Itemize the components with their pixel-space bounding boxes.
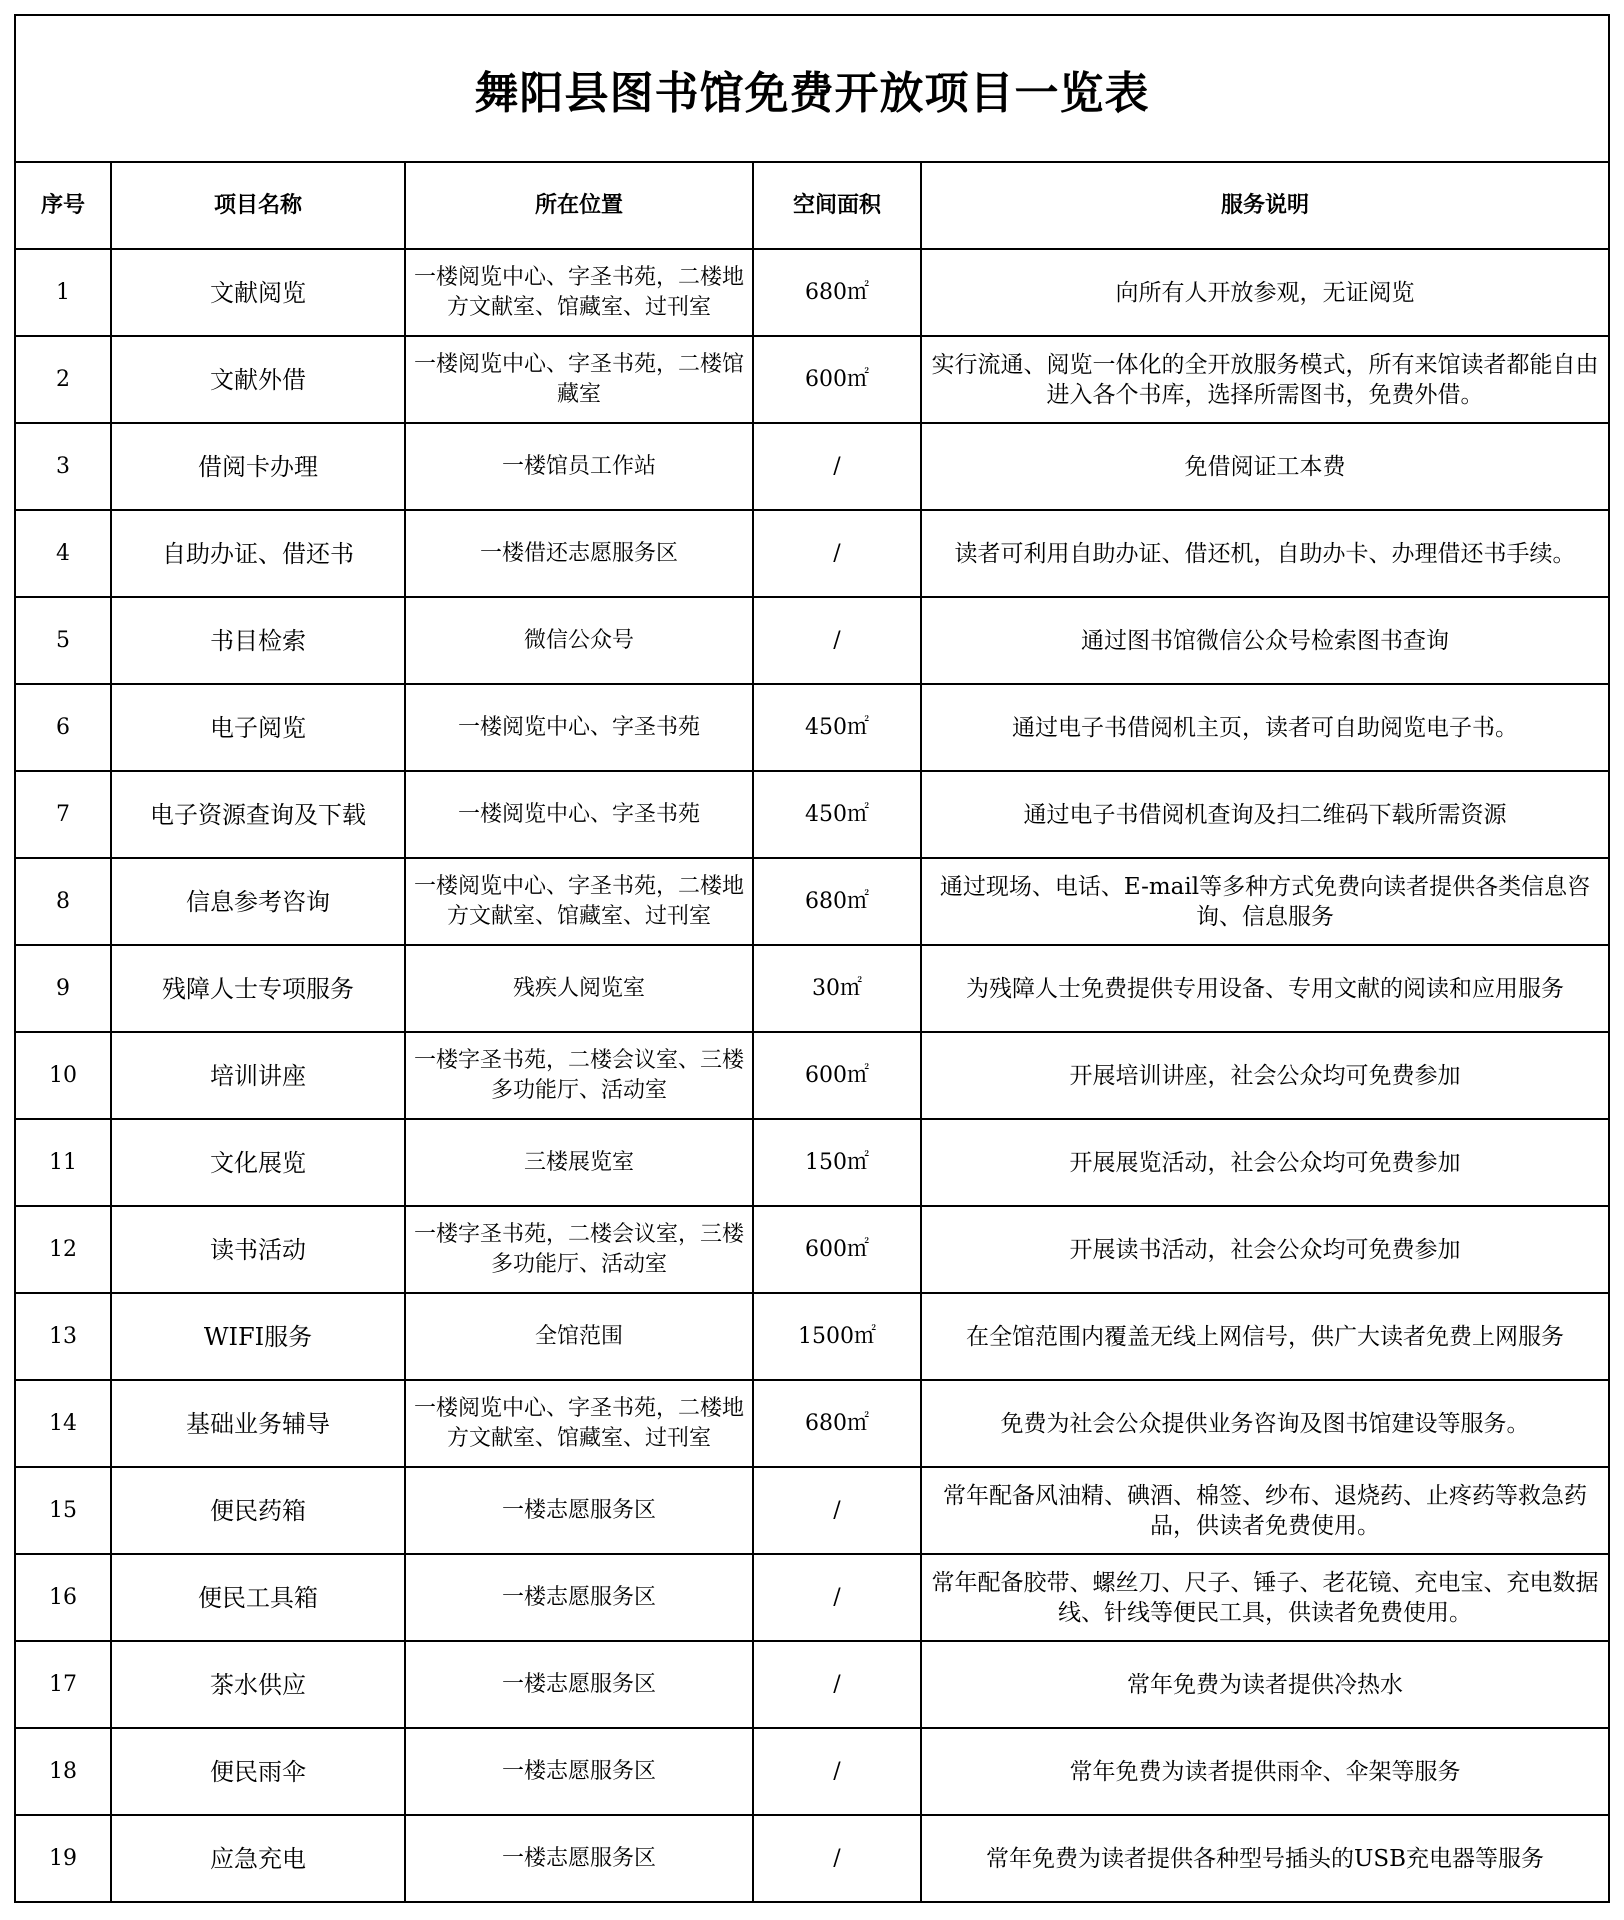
cell-area: 600㎡ <box>753 1206 921 1293</box>
table-row <box>15 1032 1609 1119</box>
cell-no: 6 <box>15 684 111 771</box>
cell-area: 680㎡ <box>753 858 921 945</box>
header-area: 空间面积 <box>753 162 921 249</box>
cell-area: 1500㎡ <box>753 1293 921 1380</box>
table-row <box>15 1815 1609 1902</box>
project-table <box>14 161 1610 1903</box>
cell-area: 30㎡ <box>753 945 921 1032</box>
cell-name: 电子资源查询及下载 <box>111 771 405 858</box>
header-no: 序号 <box>15 162 111 249</box>
table-row <box>15 249 1609 336</box>
cell-location: 一楼字圣书苑，二楼会议室，三楼多功能厅、活动室 <box>405 1206 753 1293</box>
table-row <box>15 1554 1609 1641</box>
cell-description: 常年免费为读者提供各种型号插头的USB充电器等服务 <box>921 1815 1609 1902</box>
cell-location: 一楼志愿服务区 <box>405 1728 753 1815</box>
document-sheet <box>14 14 1610 1903</box>
cell-area: 680㎡ <box>753 1380 921 1467</box>
cell-name: 茶水供应 <box>111 1641 405 1728</box>
cell-name: 便民雨伞 <box>111 1728 405 1815</box>
cell-no: 8 <box>15 858 111 945</box>
cell-area: / <box>753 1554 921 1641</box>
cell-no: 2 <box>15 336 111 423</box>
cell-location: 微信公众号 <box>405 597 753 684</box>
cell-description: 通过现场、电话、E-mail等多种方式免费向读者提供各类信息咨询、信息服务 <box>921 858 1609 945</box>
cell-location: 一楼志愿服务区 <box>405 1554 753 1641</box>
cell-description: 常年配备风油精、碘酒、棉签、纱布、退烧药、止疼药等救急药品，供读者免费使用。 <box>921 1467 1609 1554</box>
table-row <box>15 1467 1609 1554</box>
cell-name: 培训讲座 <box>111 1032 405 1119</box>
table-row <box>15 1293 1609 1380</box>
cell-no: 11 <box>15 1119 111 1206</box>
cell-description: 免费为社会公众提供业务咨询及图书馆建设等服务。 <box>921 1380 1609 1467</box>
cell-name: 书目检索 <box>111 597 405 684</box>
cell-area: 600㎡ <box>753 336 921 423</box>
cell-area: / <box>753 423 921 510</box>
table-row <box>15 1728 1609 1815</box>
cell-location: 一楼阅览中心、字圣书苑 <box>405 771 753 858</box>
table-row <box>15 510 1609 597</box>
cell-area: 680㎡ <box>753 249 921 336</box>
cell-name: 借阅卡办理 <box>111 423 405 510</box>
cell-no: 12 <box>15 1206 111 1293</box>
cell-no: 7 <box>15 771 111 858</box>
cell-name: 文化展览 <box>111 1119 405 1206</box>
cell-no: 3 <box>15 423 111 510</box>
cell-area: 600㎡ <box>753 1032 921 1119</box>
header-location: 所在位置 <box>405 162 753 249</box>
cell-location: 一楼志愿服务区 <box>405 1641 753 1728</box>
cell-location: 一楼志愿服务区 <box>405 1815 753 1902</box>
cell-name: 基础业务辅导 <box>111 1380 405 1467</box>
cell-description: 开展展览活动，社会公众均可免费参加 <box>921 1119 1609 1206</box>
cell-description: 通过电子书借阅机主页，读者可自助阅览电子书。 <box>921 684 1609 771</box>
page-title: 舞阳县图书馆免费开放项目一览表 <box>474 67 1150 119</box>
cell-location: 一楼借还志愿服务区 <box>405 510 753 597</box>
table-row <box>15 1206 1609 1293</box>
cell-no: 14 <box>15 1380 111 1467</box>
cell-description: 免借阅证工本费 <box>921 423 1609 510</box>
table-row <box>15 1119 1609 1206</box>
cell-location: 一楼阅览中心、字圣书苑 <box>405 684 753 771</box>
cell-name: 应急充电 <box>111 1815 405 1902</box>
cell-name: 便民药箱 <box>111 1467 405 1554</box>
cell-area: 150㎡ <box>753 1119 921 1206</box>
header-name: 项目名称 <box>111 162 405 249</box>
cell-description: 实行流通、阅览一体化的全开放服务模式，所有来馆读者都能自由进入各个书库，选择所需图书，免费外借。 <box>921 336 1609 423</box>
cell-name: WIFI服务 <box>111 1293 405 1380</box>
cell-no: 13 <box>15 1293 111 1380</box>
cell-location: 三楼展览室 <box>405 1119 753 1206</box>
cell-area: / <box>753 1728 921 1815</box>
cell-location: 一楼字圣书苑，二楼会议室、三楼多功能厅、活动室 <box>405 1032 753 1119</box>
cell-description: 常年免费为读者提供雨伞、伞架等服务 <box>921 1728 1609 1815</box>
cell-name: 自助办证、借还书 <box>111 510 405 597</box>
cell-area: / <box>753 597 921 684</box>
cell-area: / <box>753 1815 921 1902</box>
cell-name: 读书活动 <box>111 1206 405 1293</box>
table-row <box>15 945 1609 1032</box>
cell-area: / <box>753 1467 921 1554</box>
cell-name: 文献外借 <box>111 336 405 423</box>
cell-description: 读者可利用自助办证、借还机，自助办卡、办理借还书手续。 <box>921 510 1609 597</box>
cell-name: 残障人士专项服务 <box>111 945 405 1032</box>
cell-description: 通过电子书借阅机查询及扫二维码下载所需资源 <box>921 771 1609 858</box>
cell-description: 开展培训讲座，社会公众均可免费参加 <box>921 1032 1609 1119</box>
cell-no: 4 <box>15 510 111 597</box>
table-row <box>15 684 1609 771</box>
table-row <box>15 423 1609 510</box>
table-row <box>15 597 1609 684</box>
cell-no: 10 <box>15 1032 111 1119</box>
cell-description: 为残障人士免费提供专用设备、专用文献的阅读和应用服务 <box>921 945 1609 1032</box>
cell-no: 18 <box>15 1728 111 1815</box>
cell-location: 一楼阅览中心、字圣书苑，二楼地方文献室、馆藏室、过刊室 <box>405 249 753 336</box>
table-row <box>15 858 1609 945</box>
cell-name: 便民工具箱 <box>111 1554 405 1641</box>
cell-no: 19 <box>15 1815 111 1902</box>
cell-location: 一楼馆员工作站 <box>405 423 753 510</box>
cell-no: 1 <box>15 249 111 336</box>
cell-name: 电子阅览 <box>111 684 405 771</box>
cell-area: / <box>753 510 921 597</box>
cell-no: 17 <box>15 1641 111 1728</box>
table-row <box>15 336 1609 423</box>
cell-name: 信息参考咨询 <box>111 858 405 945</box>
table-header-row <box>15 162 1609 249</box>
header-description: 服务说明 <box>921 162 1609 249</box>
cell-area: 450㎡ <box>753 684 921 771</box>
table-row <box>15 1641 1609 1728</box>
cell-name: 文献阅览 <box>111 249 405 336</box>
table-row <box>15 1380 1609 1467</box>
cell-no: 15 <box>15 1467 111 1554</box>
cell-location: 一楼阅览中心、字圣书苑，二楼馆藏室 <box>405 336 753 423</box>
table-row <box>15 771 1609 858</box>
cell-location: 一楼志愿服务区 <box>405 1467 753 1554</box>
cell-description: 常年配备胶带、螺丝刀、尺子、锤子、老花镜、充电宝、充电数据线、针线等便民工具，供读者免费使用。 <box>921 1554 1609 1641</box>
cell-no: 16 <box>15 1554 111 1641</box>
cell-description: 向所有人开放参观，无证阅览 <box>921 249 1609 336</box>
cell-description: 通过图书馆微信公众号检索图书查询 <box>921 597 1609 684</box>
title-box <box>14 14 1610 161</box>
cell-location: 残疾人阅览室 <box>405 945 753 1032</box>
cell-location: 一楼阅览中心、字圣书苑，二楼地方文献室、馆藏室、过刊室 <box>405 858 753 945</box>
cell-location: 一楼阅览中心、字圣书苑，二楼地方文献室、馆藏室、过刊室 <box>405 1380 753 1467</box>
cell-location: 全馆范围 <box>405 1293 753 1380</box>
cell-description: 开展读书活动，社会公众均可免费参加 <box>921 1206 1609 1293</box>
cell-no: 9 <box>15 945 111 1032</box>
cell-area: / <box>753 1641 921 1728</box>
cell-description: 在全馆范围内覆盖无线上网信号，供广大读者免费上网服务 <box>921 1293 1609 1380</box>
cell-no: 5 <box>15 597 111 684</box>
cell-description: 常年免费为读者提供冷热水 <box>921 1641 1609 1728</box>
table-body <box>15 249 1609 1902</box>
cell-area: 450㎡ <box>753 771 921 858</box>
